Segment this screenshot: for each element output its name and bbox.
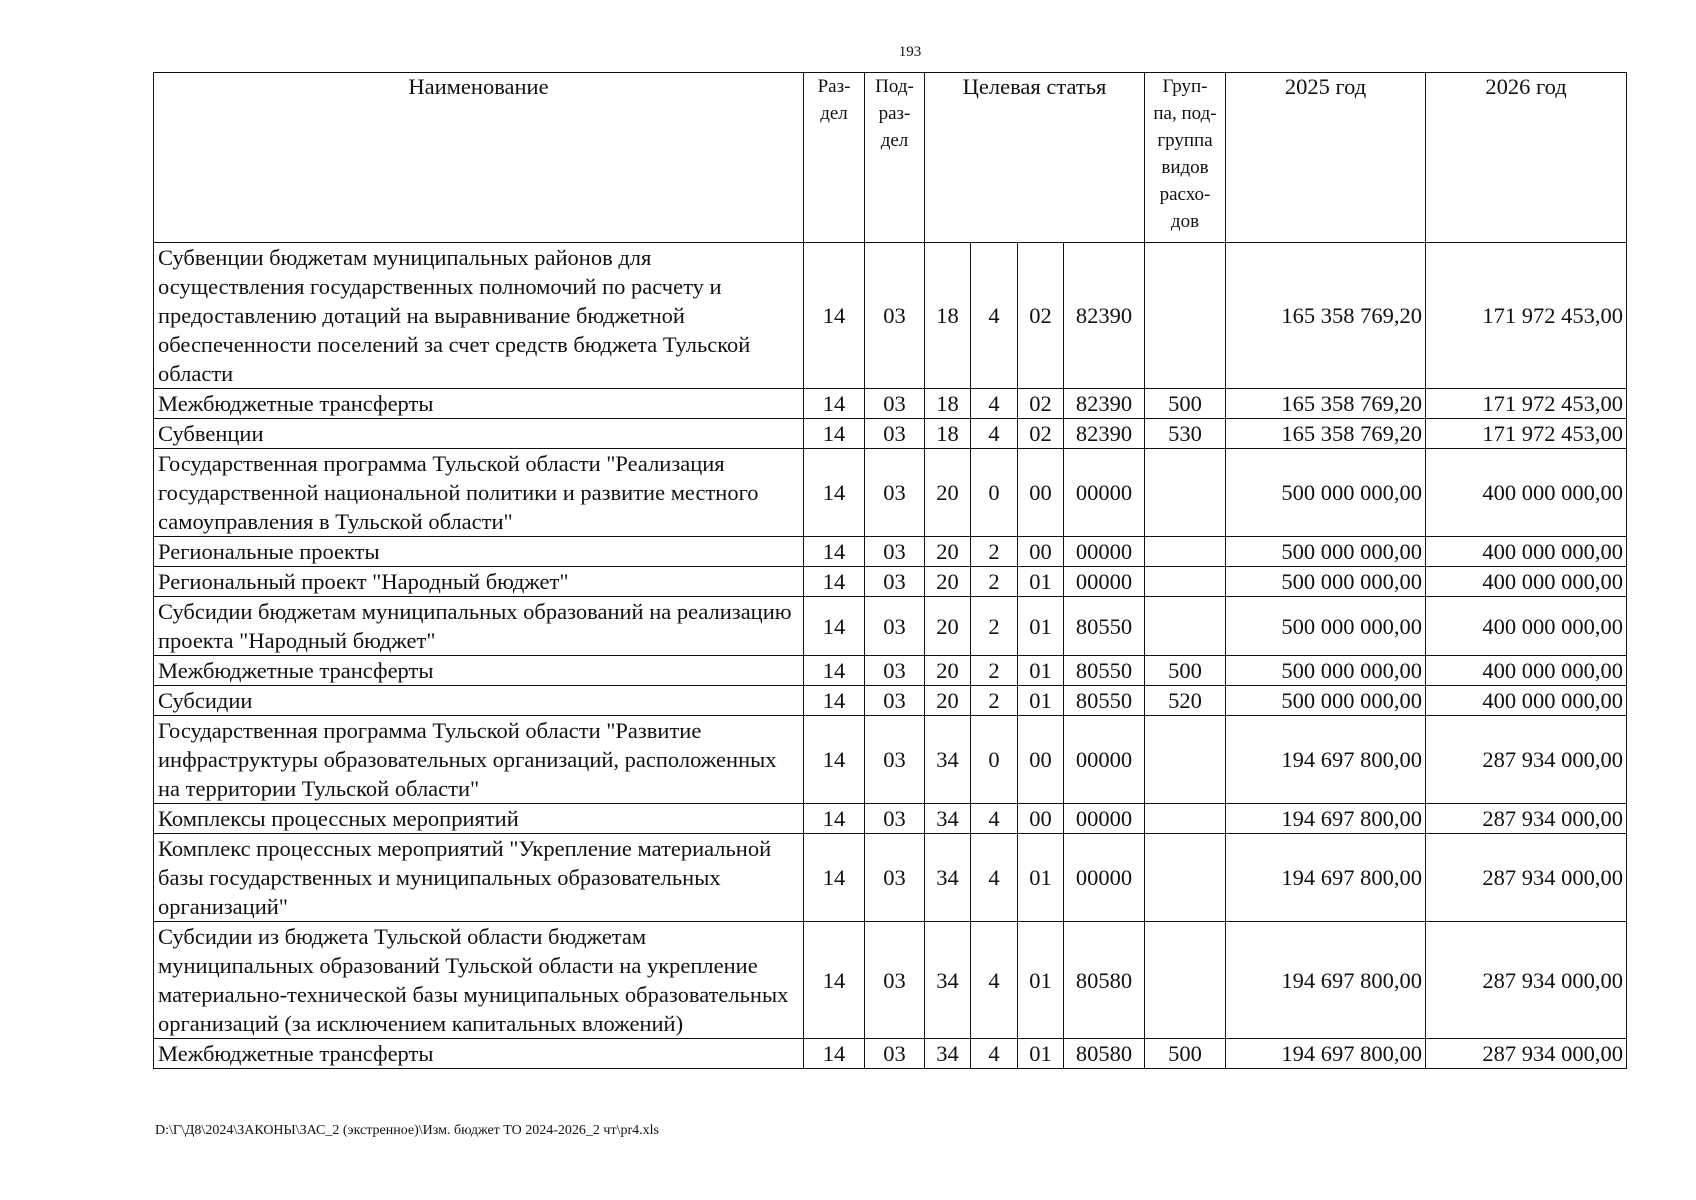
cell-t4: 82390 <box>1064 243 1145 389</box>
cell-t3: 02 <box>1018 419 1064 449</box>
cell-t1: 20 <box>925 686 971 716</box>
table-row <box>154 804 1627 834</box>
cell-t4: 80550 <box>1064 656 1145 686</box>
cell-t1: 18 <box>925 389 971 419</box>
cell-group <box>1145 449 1226 537</box>
cell-y2026: 287 934 000,00 <box>1426 922 1627 1039</box>
cell-y2026: 171 972 453,00 <box>1426 419 1627 449</box>
table-header-row <box>154 73 1627 243</box>
header-target-article: Целевая статья <box>925 73 1145 243</box>
cell-t2: 4 <box>971 804 1018 834</box>
cell-y2026: 171 972 453,00 <box>1426 243 1627 389</box>
cell-name: Региональный проект "Народный бюджет" <box>154 567 804 597</box>
cell-razdel: 14 <box>804 834 865 922</box>
footer-file-path: D:\Г\Д8\2024\ЗАКОНЫ\ЗАС_2 (экстренное)\Изм. бюджет ТО 2024-2026_2 чт\pr4.xls <box>155 1123 659 1138</box>
cell-t3: 01 <box>1018 1039 1064 1069</box>
cell-razdel: 14 <box>804 922 865 1039</box>
cell-t3: 00 <box>1018 537 1064 567</box>
cell-name: Государственная программа Тульской области "Реализация государственной национальной политики и развитие местного самоуправления в Тульской области" <box>154 449 804 537</box>
cell-podrazdel: 03 <box>865 597 925 656</box>
cell-razdel: 14 <box>804 537 865 567</box>
cell-t1: 20 <box>925 449 971 537</box>
cell-y2025: 194 697 800,00 <box>1226 834 1426 922</box>
cell-y2025: 500 000 000,00 <box>1226 656 1426 686</box>
cell-t3: 01 <box>1018 686 1064 716</box>
header-name: Наименование <box>154 73 804 243</box>
cell-group: 500 <box>1145 656 1226 686</box>
cell-t3: 00 <box>1018 716 1064 804</box>
cell-y2025: 500 000 000,00 <box>1226 597 1426 656</box>
cell-t4: 80550 <box>1064 597 1145 656</box>
cell-t3: 01 <box>1018 656 1064 686</box>
cell-t4: 00000 <box>1064 834 1145 922</box>
cell-t1: 20 <box>925 597 971 656</box>
cell-podrazdel: 03 <box>865 656 925 686</box>
cell-t3: 02 <box>1018 243 1064 389</box>
cell-podrazdel: 03 <box>865 389 925 419</box>
cell-y2025: 500 000 000,00 <box>1226 537 1426 567</box>
cell-name: Межбюджетные трансферты <box>154 389 804 419</box>
cell-group <box>1145 804 1226 834</box>
cell-y2026: 400 000 000,00 <box>1426 449 1627 537</box>
cell-name: Субсидии <box>154 686 804 716</box>
cell-t2: 2 <box>971 686 1018 716</box>
cell-name: Межбюджетные трансферты <box>154 656 804 686</box>
cell-t1: 34 <box>925 716 971 804</box>
cell-t4: 00000 <box>1064 804 1145 834</box>
cell-t2: 2 <box>971 597 1018 656</box>
cell-t4: 82390 <box>1064 419 1145 449</box>
cell-t1: 34 <box>925 1039 971 1069</box>
cell-y2026: 400 000 000,00 <box>1426 656 1627 686</box>
cell-name: Комплекс процессных мероприятий "Укрепление материальной базы государственных и муниципальных образовательных организаций" <box>154 834 804 922</box>
table-row <box>154 686 1627 716</box>
cell-y2025: 165 358 769,20 <box>1226 389 1426 419</box>
cell-razdel: 14 <box>804 804 865 834</box>
cell-t3: 02 <box>1018 389 1064 419</box>
cell-podrazdel: 03 <box>865 804 925 834</box>
table-row <box>154 567 1627 597</box>
table-row <box>154 449 1627 537</box>
cell-group: 500 <box>1145 1039 1226 1069</box>
cell-podrazdel: 03 <box>865 449 925 537</box>
cell-t3: 01 <box>1018 597 1064 656</box>
cell-razdel: 14 <box>804 389 865 419</box>
cell-podrazdel: 03 <box>865 567 925 597</box>
cell-t1: 34 <box>925 804 971 834</box>
cell-t3: 01 <box>1018 834 1064 922</box>
header-expense-group: Груп- па, под- группа видов расхо- дов <box>1145 73 1226 243</box>
cell-t4: 80580 <box>1064 1039 1145 1069</box>
cell-t2: 2 <box>971 567 1018 597</box>
cell-t3: 01 <box>1018 922 1064 1039</box>
cell-group: 520 <box>1145 686 1226 716</box>
table-row <box>154 922 1627 1039</box>
cell-y2025: 194 697 800,00 <box>1226 716 1426 804</box>
cell-t2: 4 <box>971 243 1018 389</box>
cell-group <box>1145 922 1226 1039</box>
cell-t2: 4 <box>971 834 1018 922</box>
cell-podrazdel: 03 <box>865 834 925 922</box>
page-number: 193 <box>898 44 922 60</box>
cell-y2026: 400 000 000,00 <box>1426 686 1627 716</box>
table-row <box>154 243 1627 389</box>
cell-razdel: 14 <box>804 686 865 716</box>
cell-t3: 00 <box>1018 804 1064 834</box>
cell-razdel: 14 <box>804 656 865 686</box>
cell-group <box>1145 537 1226 567</box>
cell-y2025: 500 000 000,00 <box>1226 686 1426 716</box>
header-razdel: Раз- дел <box>804 73 865 243</box>
cell-y2026: 287 934 000,00 <box>1426 716 1627 804</box>
cell-t3: 01 <box>1018 567 1064 597</box>
cell-t4: 00000 <box>1064 567 1145 597</box>
cell-t1: 34 <box>925 922 971 1039</box>
cell-podrazdel: 03 <box>865 243 925 389</box>
cell-t4: 00000 <box>1064 716 1145 804</box>
cell-y2026: 287 934 000,00 <box>1426 1039 1627 1069</box>
cell-group <box>1145 716 1226 804</box>
cell-name: Субсидии из бюджета Тульской области бюджетам муниципальных образований Тульской области на укрепление материально-технической базы муниципальных образовательных организаций (за исключением капитальных вложений) <box>154 922 804 1039</box>
cell-y2025: 500 000 000,00 <box>1226 567 1426 597</box>
cell-t2: 2 <box>971 656 1018 686</box>
cell-t2: 4 <box>971 389 1018 419</box>
cell-t3: 00 <box>1018 449 1064 537</box>
header-year-2025: 2025 год <box>1226 73 1426 243</box>
cell-y2025: 165 358 769,20 <box>1226 419 1426 449</box>
cell-y2026: 287 934 000,00 <box>1426 834 1627 922</box>
table-row <box>154 597 1627 656</box>
cell-name: Государственная программа Тульской области "Развитие инфраструктуры образовательных организаций, расположенных на территории Тульской области" <box>154 716 804 804</box>
cell-t1: 20 <box>925 537 971 567</box>
cell-group <box>1145 834 1226 922</box>
cell-razdel: 14 <box>804 567 865 597</box>
budget-table <box>153 72 1627 1069</box>
cell-y2025: 500 000 000,00 <box>1226 449 1426 537</box>
cell-y2026: 171 972 453,00 <box>1426 389 1627 419</box>
table-row <box>154 834 1627 922</box>
table-row <box>154 656 1627 686</box>
cell-t1: 18 <box>925 243 971 389</box>
cell-y2025: 194 697 800,00 <box>1226 922 1426 1039</box>
header-year-2026: 2026 год <box>1426 73 1627 243</box>
cell-podrazdel: 03 <box>865 922 925 1039</box>
cell-name: Комплексы процессных мероприятий <box>154 804 804 834</box>
table-row <box>154 389 1627 419</box>
cell-name: Субсидии бюджетам муниципальных образований на реализацию проекта "Народный бюджет" <box>154 597 804 656</box>
cell-t2: 4 <box>971 922 1018 1039</box>
cell-razdel: 14 <box>804 419 865 449</box>
cell-t1: 34 <box>925 834 971 922</box>
cell-y2026: 287 934 000,00 <box>1426 804 1627 834</box>
table-body <box>154 243 1627 1069</box>
cell-t4: 00000 <box>1064 449 1145 537</box>
cell-y2026: 400 000 000,00 <box>1426 537 1627 567</box>
cell-razdel: 14 <box>804 597 865 656</box>
table-row <box>154 716 1627 804</box>
table-row <box>154 419 1627 449</box>
cell-razdel: 14 <box>804 243 865 389</box>
cell-razdel: 14 <box>804 449 865 537</box>
cell-group <box>1145 243 1226 389</box>
cell-t2: 4 <box>971 1039 1018 1069</box>
cell-t2: 4 <box>971 419 1018 449</box>
cell-group <box>1145 567 1226 597</box>
cell-podrazdel: 03 <box>865 686 925 716</box>
cell-t4: 82390 <box>1064 389 1145 419</box>
cell-group <box>1145 597 1226 656</box>
cell-t4: 80580 <box>1064 922 1145 1039</box>
cell-y2025: 194 697 800,00 <box>1226 1039 1426 1069</box>
cell-razdel: 14 <box>804 1039 865 1069</box>
cell-podrazdel: 03 <box>865 419 925 449</box>
table-row <box>154 537 1627 567</box>
cell-podrazdel: 03 <box>865 1039 925 1069</box>
cell-group: 500 <box>1145 389 1226 419</box>
cell-name: Субвенции <box>154 419 804 449</box>
cell-t1: 18 <box>925 419 971 449</box>
cell-podrazdel: 03 <box>865 537 925 567</box>
cell-group: 530 <box>1145 419 1226 449</box>
cell-name: Региональные проекты <box>154 537 804 567</box>
cell-name: Межбюджетные трансферты <box>154 1039 804 1069</box>
cell-podrazdel: 03 <box>865 716 925 804</box>
cell-t2: 0 <box>971 449 1018 537</box>
cell-y2025: 194 697 800,00 <box>1226 804 1426 834</box>
cell-y2025: 165 358 769,20 <box>1226 243 1426 389</box>
cell-t4: 80550 <box>1064 686 1145 716</box>
cell-name: Субвенции бюджетам муниципальных районов для осуществления государственных полномочий по расчету и предоставлению дотаций на выравнивание бюджетной обеспеченности поселений за счет средств бюджета Тульской области <box>154 243 804 389</box>
header-podrazdel: Под- раз- дел <box>865 73 925 243</box>
cell-t1: 20 <box>925 567 971 597</box>
table-row <box>154 1039 1627 1069</box>
cell-t2: 0 <box>971 716 1018 804</box>
cell-y2026: 400 000 000,00 <box>1426 597 1627 656</box>
cell-t4: 00000 <box>1064 537 1145 567</box>
cell-y2026: 400 000 000,00 <box>1426 567 1627 597</box>
cell-t2: 2 <box>971 537 1018 567</box>
cell-t1: 20 <box>925 656 971 686</box>
cell-razdel: 14 <box>804 716 865 804</box>
